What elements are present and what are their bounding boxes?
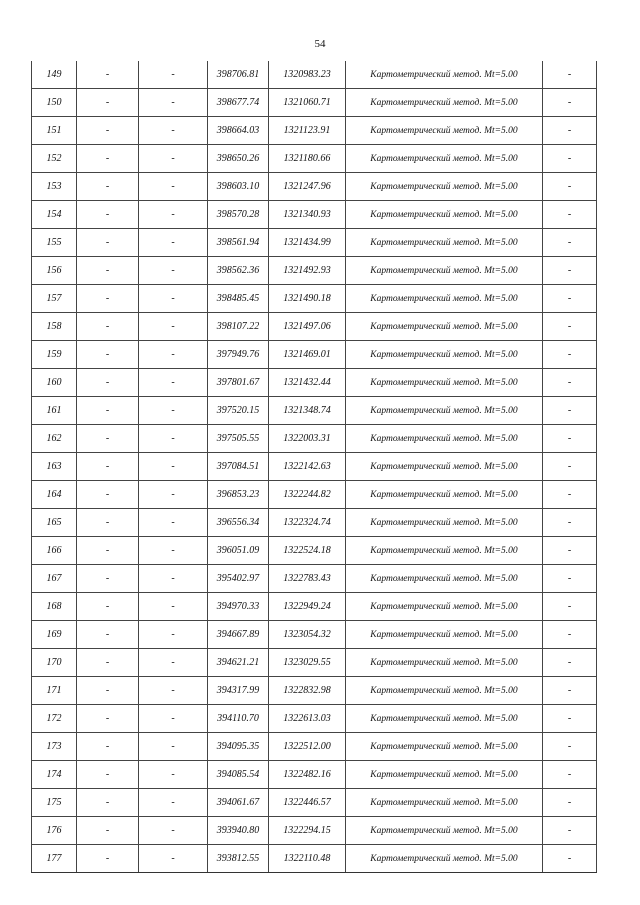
table-row [32,313,597,341]
y-old-cell: - [139,89,208,117]
precision-cell: - [543,397,597,425]
x-old-cell: - [77,61,139,89]
x-old-cell: - [77,537,139,565]
x-cell: 397520.15 [208,397,269,425]
y-cell: 1321123.91 [269,117,346,145]
point-number-cell: 157 [32,285,77,313]
table-row [32,285,597,313]
y-old-cell: - [139,565,208,593]
point-number-cell: 170 [32,649,77,677]
precision-cell: - [543,845,597,873]
x-old-cell: - [77,845,139,873]
x-cell: 398603.10 [208,173,269,201]
y-cell: 1322244.82 [269,481,346,509]
y-old-cell: - [139,761,208,789]
precision-cell: - [543,677,597,705]
y-old-cell: - [139,313,208,341]
y-old-cell: - [139,845,208,873]
y-cell: 1322832.98 [269,677,346,705]
precision-cell: - [543,705,597,733]
x-cell: 398664.03 [208,117,269,145]
precision-cell: - [543,537,597,565]
x-cell: 396853.23 [208,481,269,509]
method-cell: Картометрический метод. Mt=5.00 [346,789,543,817]
table-row [32,257,597,285]
table-row [32,789,597,817]
y-cell: 1322324.74 [269,509,346,537]
y-old-cell: - [139,61,208,89]
x-old-cell: - [77,313,139,341]
point-number-cell: 149 [32,61,77,89]
y-old-cell: - [139,593,208,621]
point-number-cell: 166 [32,537,77,565]
method-cell: Картометрический метод. Mt=5.00 [346,229,543,257]
x-cell: 398650.26 [208,145,269,173]
y-cell: 1321434.99 [269,229,346,257]
x-old-cell: - [77,89,139,117]
method-cell: Картометрический метод. Mt=5.00 [346,89,543,117]
table-row [32,341,597,369]
x-old-cell: - [77,733,139,761]
precision-cell: - [543,593,597,621]
point-number-cell: 161 [32,397,77,425]
x-cell: 397084.51 [208,453,269,481]
table-row [32,173,597,201]
precision-cell: - [543,621,597,649]
table-row [32,89,597,117]
x-old-cell: - [77,173,139,201]
y-old-cell: - [139,117,208,145]
precision-cell: - [543,341,597,369]
y-cell: 1321180.66 [269,145,346,173]
y-old-cell: - [139,369,208,397]
y-old-cell: - [139,453,208,481]
table-row [32,817,597,845]
y-old-cell: - [139,229,208,257]
x-old-cell: - [77,481,139,509]
precision-cell: - [543,145,597,173]
point-number-cell: 168 [32,593,77,621]
x-cell: 394667.89 [208,621,269,649]
method-cell: Картометрический метод. Mt=5.00 [346,649,543,677]
x-old-cell: - [77,397,139,425]
table-row [32,593,597,621]
point-number-cell: 169 [32,621,77,649]
x-old-cell: - [77,621,139,649]
table-row [32,229,597,257]
point-number-cell: 160 [32,369,77,397]
x-old-cell: - [77,705,139,733]
table-row [32,705,597,733]
y-old-cell: - [139,509,208,537]
method-cell: Картометрический метод. Mt=5.00 [346,117,543,145]
page-number: 54 [314,38,326,50]
table-row [32,649,597,677]
precision-cell: - [543,425,597,453]
y-cell: 1322294.15 [269,817,346,845]
point-number-cell: 177 [32,845,77,873]
x-old-cell: - [77,453,139,481]
y-old-cell: - [139,537,208,565]
method-cell: Картометрический метод. Mt=5.00 [346,817,543,845]
x-old-cell: - [77,789,139,817]
x-old-cell: - [77,425,139,453]
point-number-cell: 171 [32,677,77,705]
x-old-cell: - [77,229,139,257]
table-row [32,369,597,397]
x-cell: 398562.36 [208,257,269,285]
table-row [32,509,597,537]
precision-cell: - [543,369,597,397]
precision-cell: - [543,313,597,341]
table-row [32,481,597,509]
table-row [32,537,597,565]
table-row [32,677,597,705]
y-old-cell: - [139,621,208,649]
point-number-cell: 162 [32,425,77,453]
y-cell: 1321340.93 [269,201,346,229]
method-cell: Картометрический метод. Mt=5.00 [346,425,543,453]
x-cell: 394621.21 [208,649,269,677]
x-old-cell: - [77,285,139,313]
x-old-cell: - [77,117,139,145]
point-number-cell: 175 [32,789,77,817]
point-number-cell: 154 [32,201,77,229]
x-old-cell: - [77,257,139,285]
y-cell: 1322524.18 [269,537,346,565]
y-old-cell: - [139,817,208,845]
method-cell: Картометрический метод. Mt=5.00 [346,257,543,285]
table-row [32,145,597,173]
y-old-cell: - [139,285,208,313]
table-row [32,425,597,453]
point-number-cell: 163 [32,453,77,481]
y-cell: 1321497.06 [269,313,346,341]
y-old-cell: - [139,789,208,817]
y-old-cell: - [139,733,208,761]
y-old-cell: - [139,341,208,369]
method-cell: Картометрический метод. Mt=5.00 [346,537,543,565]
x-cell: 394110.70 [208,705,269,733]
x-cell: 393940.80 [208,817,269,845]
method-cell: Картометрический метод. Mt=5.00 [346,845,543,873]
y-cell: 1322446.57 [269,789,346,817]
x-old-cell: - [77,817,139,845]
y-cell: 1322482.16 [269,761,346,789]
y-old-cell: - [139,705,208,733]
y-cell: 1323029.55 [269,649,346,677]
x-cell: 397801.67 [208,369,269,397]
table-row [32,621,597,649]
point-number-cell: 164 [32,481,77,509]
y-cell: 1321247.96 [269,173,346,201]
method-cell: Картометрический метод. Mt=5.00 [346,453,543,481]
y-cell: 1321060.71 [269,89,346,117]
x-old-cell: - [77,369,139,397]
method-cell: Картометрический метод. Mt=5.00 [346,397,543,425]
x-cell: 396051.09 [208,537,269,565]
point-number-cell: 151 [32,117,77,145]
point-number-cell: 155 [32,229,77,257]
x-cell: 396556.34 [208,509,269,537]
y-cell: 1321348.74 [269,397,346,425]
x-cell: 398706.81 [208,61,269,89]
method-cell: Картометрический метод. Mt=5.00 [346,145,543,173]
x-old-cell: - [77,677,139,705]
precision-cell: - [543,229,597,257]
method-cell: Картометрический метод. Mt=5.00 [346,313,543,341]
precision-cell: - [543,761,597,789]
precision-cell: - [543,481,597,509]
table-row [32,201,597,229]
method-cell: Картометрический метод. Mt=5.00 [346,565,543,593]
precision-cell: - [543,649,597,677]
x-old-cell: - [77,341,139,369]
y-old-cell: - [139,649,208,677]
x-cell: 398561.94 [208,229,269,257]
point-number-cell: 153 [32,173,77,201]
x-cell: 394970.33 [208,593,269,621]
point-number-cell: 158 [32,313,77,341]
method-cell: Картометрический метод. Mt=5.00 [346,705,543,733]
point-number-cell: 174 [32,761,77,789]
x-old-cell: - [77,593,139,621]
precision-cell: - [543,285,597,313]
x-old-cell: - [77,201,139,229]
precision-cell: - [543,453,597,481]
table-row [32,565,597,593]
x-old-cell: - [77,761,139,789]
y-old-cell: - [139,173,208,201]
y-cell: 1322003.31 [269,425,346,453]
table-row [32,733,597,761]
x-cell: 397505.55 [208,425,269,453]
method-cell: Картометрический метод. Mt=5.00 [346,733,543,761]
precision-cell: - [543,789,597,817]
x-cell: 394085.54 [208,761,269,789]
coordinates-table [31,61,597,873]
point-number-cell: 176 [32,817,77,845]
x-cell: 394317.99 [208,677,269,705]
precision-cell: - [543,817,597,845]
y-old-cell: - [139,481,208,509]
method-cell: Картометрический метод. Mt=5.00 [346,677,543,705]
y-old-cell: - [139,145,208,173]
y-cell: 1321469.01 [269,341,346,369]
point-number-cell: 159 [32,341,77,369]
x-cell: 394095.35 [208,733,269,761]
table-row [32,117,597,145]
point-number-cell: 156 [32,257,77,285]
table-row [32,845,597,873]
precision-cell: - [543,257,597,285]
y-old-cell: - [139,677,208,705]
y-cell: 1322142.63 [269,453,346,481]
x-cell: 395402.97 [208,565,269,593]
method-cell: Картометрический метод. Mt=5.00 [346,761,543,789]
x-cell: 393812.55 [208,845,269,873]
method-cell: Картометрический метод. Mt=5.00 [346,481,543,509]
x-old-cell: - [77,509,139,537]
method-cell: Картометрический метод. Mt=5.00 [346,593,543,621]
precision-cell: - [543,89,597,117]
method-cell: Картометрический метод. Mt=5.00 [346,61,543,89]
y-cell: 1323054.32 [269,621,346,649]
method-cell: Картометрический метод. Mt=5.00 [346,285,543,313]
point-number-cell: 167 [32,565,77,593]
x-cell: 397949.76 [208,341,269,369]
precision-cell: - [543,173,597,201]
precision-cell: - [543,117,597,145]
point-number-cell: 165 [32,509,77,537]
y-cell: 1320983.23 [269,61,346,89]
y-cell: 1321490.18 [269,285,346,313]
point-number-cell: 150 [32,89,77,117]
x-cell: 394061.67 [208,789,269,817]
x-old-cell: - [77,565,139,593]
table-row [32,61,597,89]
precision-cell: - [543,733,597,761]
method-cell: Картометрический метод. Mt=5.00 [346,621,543,649]
y-old-cell: - [139,425,208,453]
y-old-cell: - [139,257,208,285]
table-body [32,61,597,873]
x-old-cell: - [77,649,139,677]
method-cell: Картометрический метод. Mt=5.00 [346,201,543,229]
precision-cell: - [543,61,597,89]
method-cell: Картометрический метод. Mt=5.00 [346,369,543,397]
x-cell: 398107.22 [208,313,269,341]
point-number-cell: 172 [32,705,77,733]
y-cell: 1322783.43 [269,565,346,593]
method-cell: Картометрический метод. Mt=5.00 [346,173,543,201]
table-row [32,397,597,425]
table-row [32,761,597,789]
method-cell: Картометрический метод. Mt=5.00 [346,341,543,369]
y-cell: 1322613.03 [269,705,346,733]
y-cell: 1322110.48 [269,845,346,873]
point-number-cell: 152 [32,145,77,173]
x-old-cell: - [77,145,139,173]
y-cell: 1322949.24 [269,593,346,621]
y-cell: 1321432.44 [269,369,346,397]
method-cell: Картометрический метод. Mt=5.00 [346,509,543,537]
table-row [32,453,597,481]
x-cell: 398677.74 [208,89,269,117]
precision-cell: - [543,565,597,593]
y-old-cell: - [139,397,208,425]
precision-cell: - [543,509,597,537]
y-cell: 1322512.00 [269,733,346,761]
y-cell: 1321492.93 [269,257,346,285]
point-number-cell: 173 [32,733,77,761]
precision-cell: - [543,201,597,229]
x-cell: 398485.45 [208,285,269,313]
x-cell: 398570.28 [208,201,269,229]
y-old-cell: - [139,201,208,229]
